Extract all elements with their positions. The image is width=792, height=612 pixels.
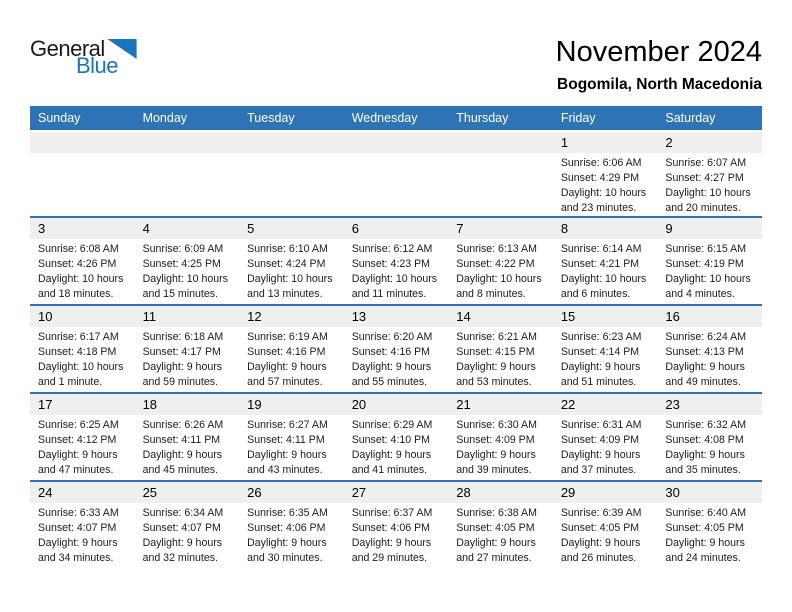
day-number: 24 [30, 482, 135, 503]
day-detail-line: and 24 minutes. [665, 552, 741, 564]
day-detail-line: Daylight: 9 hours [665, 537, 745, 549]
empty-day-cell [239, 131, 344, 217]
day-detail-line: and 30 minutes. [247, 552, 323, 564]
day-details [553, 239, 658, 302]
day-details [553, 415, 658, 478]
day-detail-line: Daylight: 10 hours [351, 273, 438, 285]
day-detail-line: Sunset: 4:16 PM [247, 346, 326, 358]
day-detail-line: Sunrise: 6:14 AM [560, 243, 642, 255]
day-detail-line: Daylight: 10 hours [38, 273, 124, 285]
day-detail-line: Sunset: 4:21 PM [560, 258, 640, 270]
day-detail-line: Daylight: 9 hours [351, 361, 432, 373]
day-cell [239, 305, 344, 393]
day-number [135, 132, 240, 153]
day-details [30, 503, 135, 566]
day-detail-line: Daylight: 9 hours [247, 537, 327, 549]
week-row [30, 131, 762, 217]
day-detail-line: Sunrise: 6:26 AM [142, 419, 224, 431]
day-detail-line: Sunrise: 6:33 AM [38, 507, 119, 519]
day-detail-line: Sunrise: 6:35 AM [247, 507, 328, 519]
weekday-monday: Monday [135, 106, 240, 131]
day-detail-line: Daylight: 9 hours [665, 449, 745, 461]
day-detail-line: Sunset: 4:12 PM [38, 434, 117, 446]
weekday-thursday: Thursday [448, 106, 553, 131]
day-details [448, 327, 553, 390]
day-cell [135, 305, 240, 393]
day-detail-line: Daylight: 9 hours [665, 361, 745, 373]
day-details [553, 153, 658, 216]
day-detail-line: Sunrise: 6:39 AM [560, 507, 642, 519]
day-detail-line: Daylight: 9 hours [456, 361, 536, 373]
day-details [30, 239, 135, 302]
day-details [239, 153, 344, 156]
day-details [239, 327, 344, 390]
day-detail-line: and 1 minute. [38, 376, 103, 388]
day-detail-line: Sunrise: 6:37 AM [351, 507, 433, 519]
day-details [135, 415, 240, 478]
day-detail-line: Sunrise: 6:08 AM [38, 243, 119, 255]
day-detail-line: Sunrise: 6:34 AM [142, 507, 224, 519]
day-detail-line: and 49 minutes. [665, 376, 741, 388]
day-detail-line: Daylight: 10 hours [665, 273, 751, 285]
calendar-table [30, 106, 762, 569]
day-detail-line: Daylight: 10 hours [456, 273, 542, 285]
day-detail-line: Sunset: 4:08 PM [665, 434, 744, 446]
day-number: 22 [553, 394, 658, 415]
day-detail-line: Sunrise: 6:17 AM [38, 331, 119, 343]
logo-text-general: General [30, 36, 105, 61]
day-detail-line: and 11 minutes. [351, 288, 427, 300]
day-detail-line: Daylight: 10 hours [665, 187, 751, 199]
day-cell [135, 481, 240, 569]
day-cell [239, 217, 344, 305]
empty-day-cell [344, 131, 449, 217]
day-cell [239, 393, 344, 481]
day-detail-line: Sunset: 4:18 PM [38, 346, 117, 358]
day-detail-line: Sunset: 4:26 PM [38, 258, 117, 270]
day-details [657, 503, 762, 566]
day-details [448, 153, 553, 156]
day-number: 2 [657, 132, 762, 153]
day-detail-line: Daylight: 9 hours [351, 537, 432, 549]
general-blue-logo [30, 38, 137, 77]
day-cell [30, 217, 135, 305]
day-detail-line: Sunrise: 6:12 AM [351, 243, 433, 255]
location-subtitle: Bogomila, North Macedonia [557, 76, 762, 94]
day-detail-line: Sunrise: 6:15 AM [665, 243, 747, 255]
day-details [135, 239, 240, 302]
day-detail-line: Sunset: 4:10 PM [351, 434, 431, 446]
day-details [553, 327, 658, 390]
day-cell [135, 393, 240, 481]
day-number: 25 [135, 482, 240, 503]
day-detail-line: and 51 minutes. [560, 376, 637, 388]
day-number: 18 [135, 394, 240, 415]
empty-day-cell [135, 131, 240, 217]
day-detail-line: Sunset: 4:13 PM [665, 346, 744, 358]
day-detail-line: Daylight: 9 hours [142, 449, 223, 461]
day-cell [657, 217, 762, 305]
day-details [30, 327, 135, 390]
day-details [344, 503, 449, 566]
day-detail-line: Sunrise: 6:40 AM [665, 507, 747, 519]
day-detail-line: Sunrise: 6:19 AM [247, 331, 328, 343]
day-detail-line: and 55 minutes. [351, 376, 428, 388]
day-detail-line: Daylight: 9 hours [456, 537, 536, 549]
day-detail-line: Sunrise: 6:38 AM [456, 507, 537, 519]
day-details [344, 239, 449, 302]
day-number: 4 [135, 218, 240, 239]
day-number [30, 132, 135, 153]
day-number: 16 [657, 306, 762, 327]
week-row [30, 305, 762, 393]
week-row [30, 393, 762, 481]
weekday-sunday: Sunday [30, 106, 135, 131]
day-details [239, 239, 344, 302]
day-details [135, 153, 240, 156]
day-details [448, 415, 553, 478]
day-number [448, 132, 553, 153]
day-detail-line: Sunrise: 6:20 AM [351, 331, 433, 343]
day-detail-line: Sunrise: 6:30 AM [456, 419, 537, 431]
day-detail-line: and 27 minutes. [456, 552, 532, 564]
day-detail-line: Sunrise: 6:10 AM [247, 243, 328, 255]
day-number: 30 [657, 482, 762, 503]
day-cell [553, 393, 658, 481]
day-cell [553, 131, 658, 217]
day-detail-line: and 43 minutes. [247, 464, 323, 476]
day-cell [448, 481, 553, 569]
empty-day-cell [30, 131, 135, 217]
day-detail-line: Sunset: 4:14 PM [560, 346, 640, 358]
day-number [239, 132, 344, 153]
day-detail-line: and 53 minutes. [456, 376, 532, 388]
day-detail-line: Sunset: 4:29 PM [560, 172, 640, 184]
day-number: 10 [30, 306, 135, 327]
day-detail-line: Daylight: 10 hours [142, 273, 228, 285]
day-detail-line: Daylight: 9 hours [142, 537, 223, 549]
day-detail-line: and 47 minutes. [38, 464, 114, 476]
weekday-wednesday: Wednesday [344, 106, 449, 131]
day-detail-line: and 41 minutes. [351, 464, 428, 476]
day-detail-line: Sunrise: 6:25 AM [38, 419, 119, 431]
day-detail-line: Daylight: 9 hours [456, 449, 536, 461]
day-detail-line: Sunset: 4:09 PM [456, 434, 535, 446]
day-details [135, 503, 240, 566]
day-number: 29 [553, 482, 658, 503]
day-detail-line: and 59 minutes. [142, 376, 218, 388]
day-detail-line: Daylight: 10 hours [560, 273, 647, 285]
day-details [344, 415, 449, 478]
day-number: 19 [239, 394, 344, 415]
day-cell [344, 305, 449, 393]
day-number: 20 [344, 394, 449, 415]
day-detail-line: Sunset: 4:23 PM [351, 258, 431, 270]
day-detail-line: Sunrise: 6:29 AM [351, 419, 433, 431]
day-detail-line: Sunset: 4:05 PM [456, 522, 535, 534]
day-details [657, 327, 762, 390]
day-detail-line: and 4 minutes. [665, 288, 735, 300]
day-detail-line: Sunset: 4:25 PM [142, 258, 221, 270]
weekday-saturday: Saturday [657, 106, 762, 131]
day-detail-line: Sunset: 4:19 PM [665, 258, 744, 270]
day-detail-line: Sunrise: 6:24 AM [665, 331, 747, 343]
day-detail-line: Daylight: 9 hours [351, 449, 432, 461]
day-details [448, 503, 553, 566]
day-cell [30, 305, 135, 393]
day-number: 1 [553, 132, 658, 153]
day-detail-line: and 34 minutes. [38, 552, 114, 564]
day-details [239, 503, 344, 566]
day-details [448, 239, 553, 302]
day-detail-line: Daylight: 10 hours [247, 273, 333, 285]
day-cell [30, 393, 135, 481]
day-number: 7 [448, 218, 553, 239]
day-detail-line: Sunset: 4:09 PM [560, 434, 640, 446]
empty-day-cell [448, 131, 553, 217]
day-detail-line: and 18 minutes. [38, 288, 114, 300]
day-detail-line: Daylight: 10 hours [38, 361, 124, 373]
day-detail-line: and 39 minutes. [456, 464, 532, 476]
day-detail-line: Sunrise: 6:23 AM [560, 331, 642, 343]
day-detail-line: and 26 minutes. [560, 552, 637, 564]
day-details [239, 415, 344, 478]
month-title: November 2024 [555, 36, 762, 68]
day-cell [448, 393, 553, 481]
weekday-friday: Friday [553, 106, 658, 131]
day-detail-line: and 20 minutes. [665, 202, 741, 214]
day-cell [657, 393, 762, 481]
day-cell [553, 305, 658, 393]
day-detail-line: Sunset: 4:15 PM [456, 346, 535, 358]
day-details [135, 327, 240, 390]
day-detail-line: Sunset: 4:22 PM [456, 258, 535, 270]
day-detail-line: Daylight: 9 hours [38, 537, 118, 549]
logo-text-blue: Blue [76, 53, 119, 78]
day-cell [553, 481, 658, 569]
day-detail-line: and 23 minutes. [560, 202, 637, 214]
day-detail-line: Sunset: 4:17 PM [142, 346, 221, 358]
day-number: 8 [553, 218, 658, 239]
day-detail-line: and 29 minutes. [351, 552, 428, 564]
day-detail-line: Sunrise: 6:27 AM [247, 419, 328, 431]
day-detail-line: Sunrise: 6:06 AM [560, 157, 642, 169]
day-details [657, 239, 762, 302]
day-cell [344, 481, 449, 569]
day-detail-line: Daylight: 9 hours [560, 449, 641, 461]
day-detail-line: Daylight: 9 hours [247, 361, 327, 373]
day-number: 11 [135, 306, 240, 327]
day-detail-line: and 37 minutes. [560, 464, 637, 476]
day-cell [657, 131, 762, 217]
day-detail-line: Daylight: 9 hours [142, 361, 223, 373]
day-number: 23 [657, 394, 762, 415]
day-number: 6 [344, 218, 449, 239]
day-detail-line: Sunset: 4:05 PM [665, 522, 744, 534]
day-detail-line: and 45 minutes. [142, 464, 218, 476]
day-detail-line: Sunset: 4:07 PM [38, 522, 117, 534]
day-detail-line: Sunset: 4:07 PM [142, 522, 221, 534]
day-detail-line: Sunrise: 6:21 AM [456, 331, 537, 343]
day-detail-line: and 15 minutes. [142, 288, 218, 300]
day-detail-line: Sunset: 4:16 PM [351, 346, 431, 358]
day-number: 21 [448, 394, 553, 415]
day-detail-line: Sunset: 4:06 PM [247, 522, 326, 534]
day-cell [448, 305, 553, 393]
weekday-header-row [30, 106, 762, 131]
day-cell [30, 481, 135, 569]
day-number: 9 [657, 218, 762, 239]
day-detail-line: Daylight: 10 hours [560, 187, 647, 199]
day-detail-line: Daylight: 9 hours [38, 449, 118, 461]
day-cell [239, 481, 344, 569]
day-detail-line: Sunrise: 6:31 AM [560, 419, 642, 431]
day-detail-line: Daylight: 9 hours [247, 449, 327, 461]
day-detail-line: Sunset: 4:27 PM [665, 172, 744, 184]
day-number: 28 [448, 482, 553, 503]
day-detail-line: Sunrise: 6:09 AM [142, 243, 224, 255]
day-details [344, 327, 449, 390]
day-cell [657, 305, 762, 393]
day-cell [448, 217, 553, 305]
day-detail-line: and 32 minutes. [142, 552, 218, 564]
day-number: 26 [239, 482, 344, 503]
day-number [344, 132, 449, 153]
day-detail-line: Sunrise: 6:07 AM [665, 157, 747, 169]
day-number: 3 [30, 218, 135, 239]
day-detail-line: Sunset: 4:06 PM [351, 522, 431, 534]
day-number: 17 [30, 394, 135, 415]
day-cell [344, 217, 449, 305]
day-cell [135, 217, 240, 305]
day-details [344, 153, 449, 156]
week-row [30, 217, 762, 305]
header-titles [556, 36, 762, 94]
day-detail-line: and 13 minutes. [247, 288, 323, 300]
day-detail-line: Sunrise: 6:13 AM [456, 243, 537, 255]
day-detail-line: Sunset: 4:11 PM [142, 434, 221, 446]
day-detail-line: Sunrise: 6:32 AM [665, 419, 747, 431]
day-detail-line: and 57 minutes. [247, 376, 323, 388]
day-details [30, 153, 135, 156]
weekday-tuesday: Tuesday [239, 106, 344, 131]
day-number: 14 [448, 306, 553, 327]
day-number: 27 [344, 482, 449, 503]
day-number: 13 [344, 306, 449, 327]
day-detail-line: and 6 minutes. [560, 288, 631, 300]
day-number: 12 [239, 306, 344, 327]
day-details [657, 153, 762, 216]
week-row [30, 481, 762, 569]
day-detail-line: Sunset: 4:24 PM [247, 258, 326, 270]
day-cell [344, 393, 449, 481]
day-number: 15 [553, 306, 658, 327]
day-detail-line: Daylight: 9 hours [560, 537, 641, 549]
day-detail-line: Sunset: 4:11 PM [247, 434, 325, 446]
day-details [30, 415, 135, 478]
day-details [657, 415, 762, 478]
day-detail-line: Sunset: 4:05 PM [560, 522, 640, 534]
day-detail-line: and 35 minutes. [665, 464, 741, 476]
day-detail-line: and 8 minutes. [456, 288, 526, 300]
day-number: 5 [239, 218, 344, 239]
day-details [553, 503, 658, 566]
day-detail-line: Daylight: 9 hours [560, 361, 641, 373]
day-cell [553, 217, 658, 305]
day-detail-line: Sunrise: 6:18 AM [142, 331, 224, 343]
day-cell [657, 481, 762, 569]
